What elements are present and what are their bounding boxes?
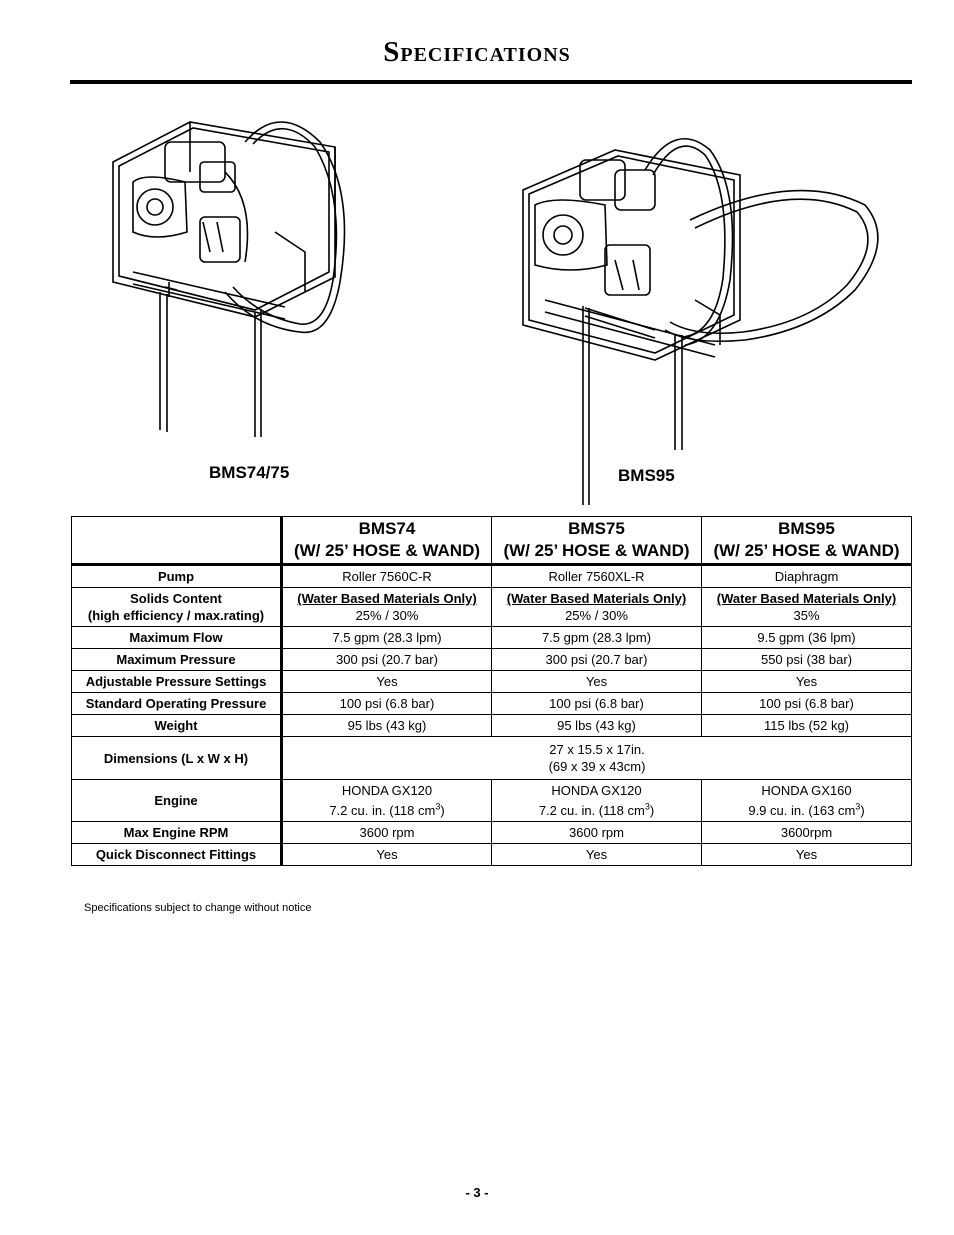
cell-value: 27 x 15.5 x 17in.: [549, 742, 645, 757]
bms95-illustration: [515, 130, 895, 508]
cell: [282, 780, 492, 822]
row-label: Standard Operating Pressure: [72, 693, 282, 715]
row-label-line: Solids Content: [130, 591, 222, 606]
cell: 100 psi (6.8 bar): [282, 693, 492, 715]
header-blank-cell: [72, 517, 282, 565]
cell: Roller 7560C-R: [282, 565, 492, 588]
cell: 550 psi (38 bar): [702, 649, 912, 671]
engine-displacement: [285, 802, 489, 819]
row-engine: [72, 780, 912, 822]
header-bms74: [282, 517, 492, 565]
row-max-engine-rpm: [72, 822, 912, 844]
cell-value: 25% / 30%: [355, 608, 419, 623]
cell: [282, 737, 912, 780]
cell: 7.5 gpm (28.3 lpm): [492, 627, 702, 649]
header-model: BMS95: [778, 519, 835, 538]
header-sub: (W/ 25’ HOSE & WAND): [503, 541, 690, 560]
bms74-75-illustration: [105, 112, 355, 442]
row-label: Dimensions (L x W x H): [72, 737, 282, 780]
cell: [492, 588, 702, 627]
row-label: Engine: [72, 780, 282, 822]
row-label: Maximum Flow: [72, 627, 282, 649]
cell: [492, 780, 702, 822]
displacement-text: 7.2 cu. in. (118 cm: [538, 803, 645, 818]
cell: 100 psi (6.8 bar): [492, 693, 702, 715]
cell: Yes: [492, 671, 702, 693]
materials-note: (Water Based Materials Only): [716, 591, 897, 606]
row-maximum-pressure: [72, 649, 912, 671]
row-adjustable-pressure: [72, 671, 912, 693]
specifications-table: [71, 516, 912, 866]
materials-note: (Water Based Materials Only): [297, 591, 477, 606]
header-model: BMS74: [358, 519, 416, 538]
row-label: [72, 588, 282, 627]
cell: [702, 780, 912, 822]
cell: 9.5 gpm (36 lpm): [702, 627, 912, 649]
row-standard-pressure: [72, 693, 912, 715]
page-number: - 3 -: [465, 1185, 489, 1200]
cell: 95 lbs (43 kg): [492, 715, 702, 737]
row-weight: [72, 715, 912, 737]
page-title: Specifications: [383, 36, 571, 68]
superscript: 3: [644, 801, 650, 812]
row-label: Pump: [72, 565, 282, 588]
engine-name: HONDA GX160: [761, 783, 852, 798]
cell: Diaphragm: [702, 565, 912, 588]
row-quick-disconnect: [72, 844, 912, 866]
row-dimensions: [72, 737, 912, 780]
cell: 300 psi (20.7 bar): [282, 649, 492, 671]
materials-note: (Water Based Materials Only): [506, 591, 687, 606]
table-header-row: [72, 517, 912, 565]
row-label: Adjustable Pressure Settings: [72, 671, 282, 693]
cell: Yes: [702, 671, 912, 693]
cell: 7.5 gpm (28.3 lpm): [282, 627, 492, 649]
close-paren: ): [860, 803, 865, 818]
displacement-text: 7.2 cu. in. (118 cm: [329, 803, 436, 818]
engine-displacement: [494, 802, 699, 819]
left-figure-caption: BMS74/75: [209, 463, 290, 482]
cell-value: 25% / 30%: [565, 608, 628, 623]
cell: 3600 rpm: [492, 822, 702, 844]
close-paren: ): [440, 803, 445, 818]
row-label: Max Engine RPM: [72, 822, 282, 844]
row-pump: [72, 565, 912, 588]
header-bms75: [492, 517, 702, 565]
footnote: Specifications subject to change without notice: [84, 902, 312, 914]
engine-displacement: [704, 802, 909, 819]
row-label: Maximum Pressure: [72, 649, 282, 671]
cell: Yes: [282, 844, 492, 866]
engine-name: HONDA GX120: [551, 783, 642, 798]
cell: Yes: [492, 844, 702, 866]
superscript: 3: [435, 801, 441, 812]
superscript: 3: [855, 801, 861, 812]
row-label-line: (high efficiency / max.rating): [87, 608, 265, 623]
right-figure-caption: BMS95: [618, 466, 675, 485]
close-paren: ): [649, 803, 655, 818]
cell: 115 lbs (52 kg): [702, 715, 912, 737]
cell: Yes: [702, 844, 912, 866]
cell: Roller 7560XL-R: [492, 565, 702, 588]
cell: 100 psi (6.8 bar): [702, 693, 912, 715]
cell: [702, 588, 912, 627]
cell: [282, 588, 492, 627]
cell-value: 35%: [793, 608, 820, 623]
header-sub: (W/ 25’ HOSE & WAND): [293, 541, 481, 560]
header-sub: (W/ 25’ HOSE & WAND): [713, 541, 900, 560]
title-rule: [70, 80, 912, 84]
row-label: Quick Disconnect Fittings: [72, 844, 282, 866]
cell: Yes: [282, 671, 492, 693]
cell: 3600 rpm: [282, 822, 492, 844]
cell: 300 psi (20.7 bar): [492, 649, 702, 671]
displacement-text: 9.9 cu. in. (163 cm: [748, 803, 856, 818]
header-bms95: [702, 517, 912, 565]
cell: 95 lbs (43 kg): [282, 715, 492, 737]
cell-value: (69 x 39 x 43cm): [548, 759, 646, 774]
row-label: Weight: [72, 715, 282, 737]
cell: 3600rpm: [702, 822, 912, 844]
engine-name: HONDA GX120: [341, 783, 433, 798]
header-model: BMS75: [568, 519, 625, 538]
row-solids: [72, 588, 912, 627]
row-maximum-flow: [72, 627, 912, 649]
